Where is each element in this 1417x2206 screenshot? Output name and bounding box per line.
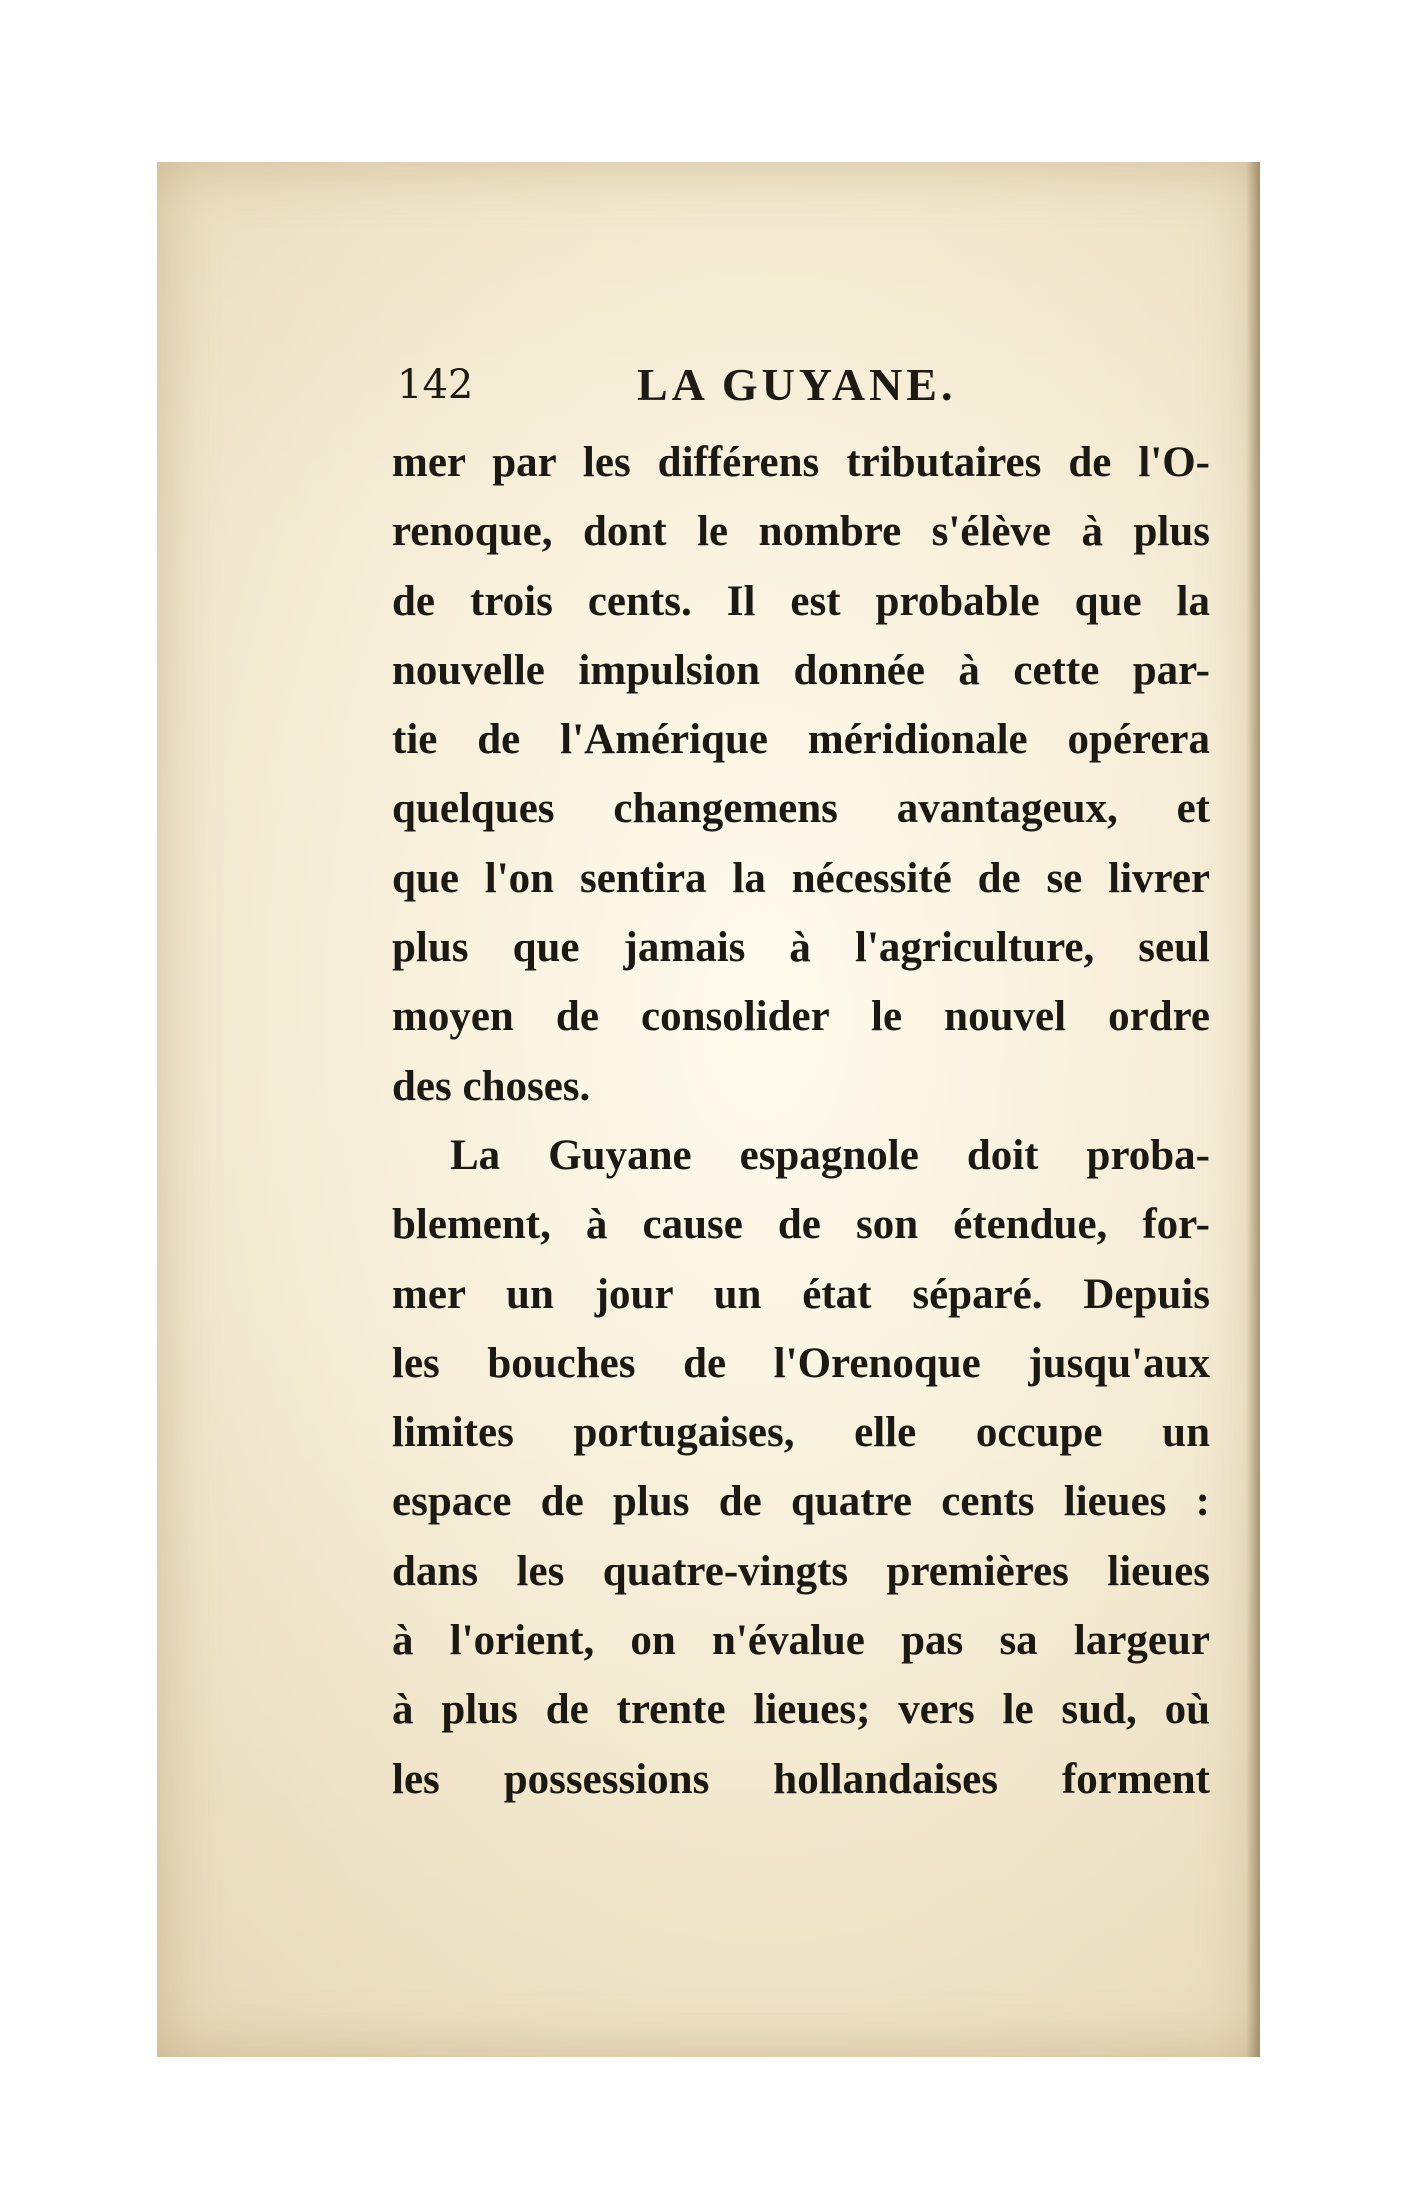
text-line: à l'orient, on n'évalue pas sa largeur — [392, 1617, 1210, 1665]
text-line: espace de plus de quatre cents lieues : — [392, 1478, 1210, 1526]
text-line: les bouches de l'Orenoque jusqu'aux — [392, 1339, 1210, 1387]
text-line: des choses. — [392, 1062, 591, 1110]
text-line: moyen de consolider le nouvel ordre — [392, 993, 1210, 1041]
text-line: dans les quatre-vingts premières lieues — [392, 1547, 1210, 1595]
page-header — [397, 355, 1217, 415]
text-line: de trois cents. Il est probable que la — [392, 577, 1210, 625]
text-line: nouvelle impulsion donnée à cette par- — [392, 646, 1210, 694]
text-line: tie de l'Amérique méridionale opérera — [392, 716, 1210, 764]
text-line: que l'on sentira la nécessité de se livrer — [392, 854, 1210, 902]
running-title: LA GUYANE. — [637, 359, 957, 410]
paragraph-first-line: La Guyane espagnole doit proba- — [450, 1131, 1210, 1179]
text-line: quelques changemens avantageux, et — [392, 785, 1210, 833]
text-line: limites portugaises, elle occupe un — [392, 1409, 1210, 1457]
text-line: mer par les différens tributaires de l'O- — [392, 439, 1210, 486]
text-line: à plus de trente lieues; vers le sud, où — [392, 1686, 1210, 1734]
text-line: les possessions hollandaises forment — [392, 1755, 1210, 1803]
page-number: 142 — [397, 362, 474, 408]
text-line: blement, à cause de son étendue, for- — [392, 1201, 1210, 1249]
text-line: mer un jour un état séparé. Depuis — [392, 1270, 1210, 1318]
body-text — [392, 428, 1210, 1814]
text-line: plus que jamais à l'agriculture, seul — [392, 924, 1210, 972]
text-line: renoque, dont le nombre s'élève à plus — [392, 508, 1210, 556]
